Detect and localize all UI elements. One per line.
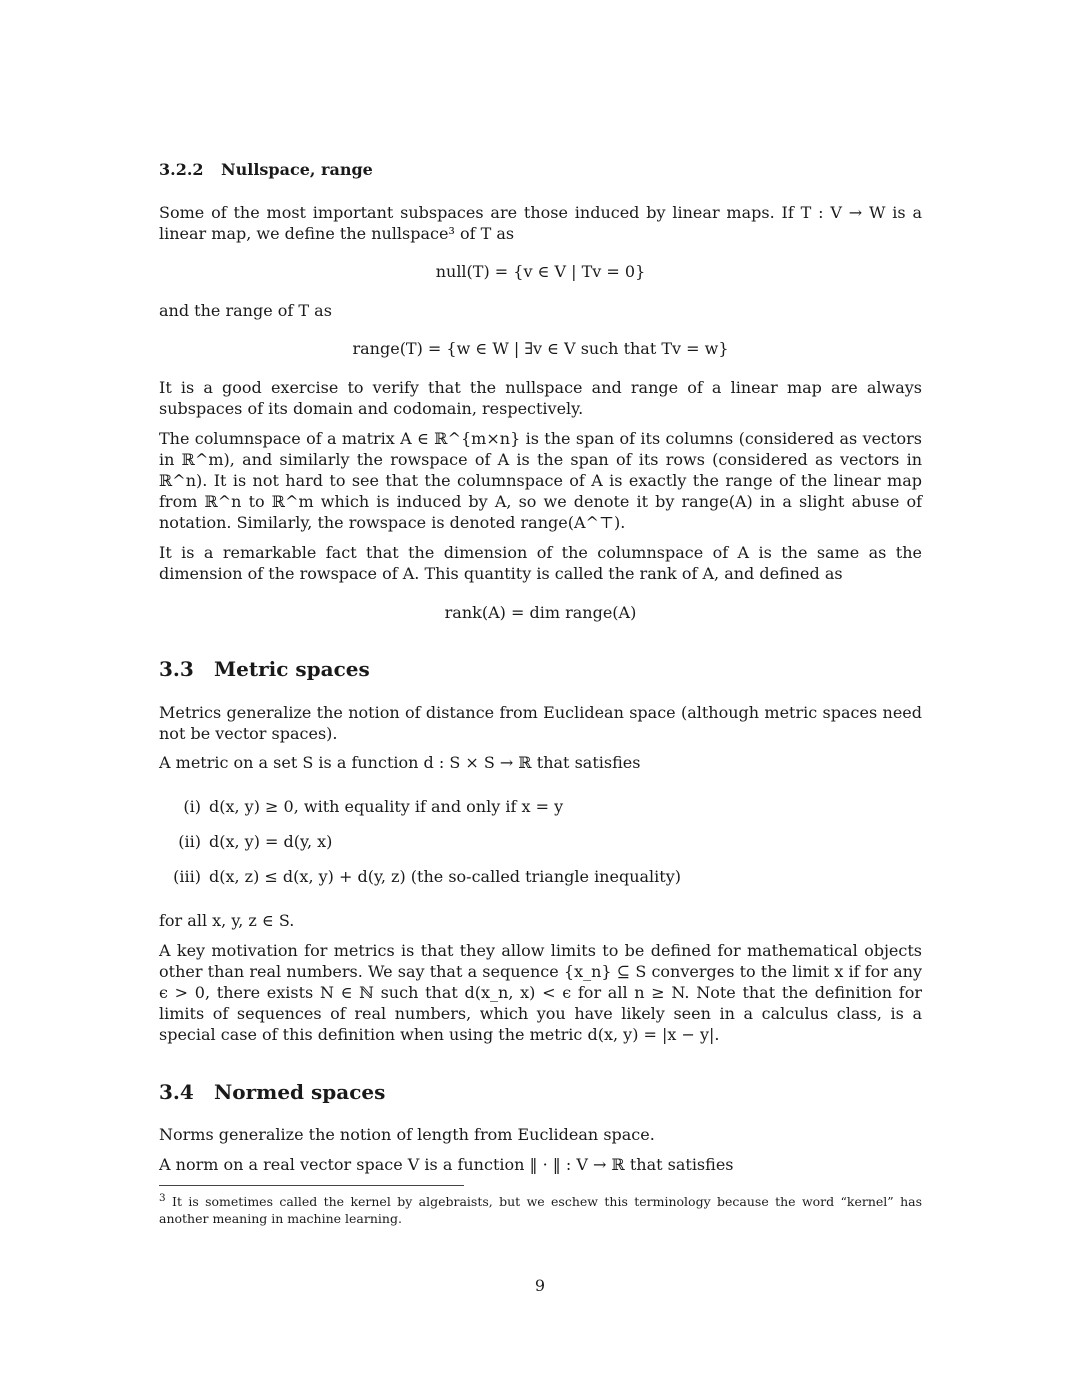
paragraph-1-text: Some of the most important subspaces are those induced by linear maps. If T : V → W is a linear map, we define the nullspace³ of T as xyxy=(159,203,922,243)
metric-axiom-item xyxy=(159,831,332,853)
paragraph-7-text: A metric on a set S is a function d : S × S → ℝ that satisfies xyxy=(159,753,641,772)
paragraph-9 xyxy=(159,940,922,1045)
subsection-title: Nullspace, range xyxy=(221,160,373,179)
paragraph-11-text: A norm on a real vector space V is a function ‖ · ‖ : V → ℝ that satisfies xyxy=(159,1155,734,1174)
section-title-metric: Metric spaces xyxy=(214,657,370,681)
item-text: d(x, y) ≥ 0, with equality if and only if x = y xyxy=(209,797,564,816)
footnote-mark: 3 xyxy=(159,1192,166,1204)
paragraph-1 xyxy=(159,202,922,244)
paragraph-10-text: Norms generalize the notion of length from Euclidean space. xyxy=(159,1125,655,1144)
paragraph-7 xyxy=(159,752,922,773)
paragraph-8 xyxy=(159,910,922,931)
section-heading-normed xyxy=(159,1080,922,1104)
item-label: (ii) xyxy=(178,832,201,851)
equation-null: null(T) = {v ∈ V | Tv = 0} xyxy=(435,262,646,281)
item-label: (i) xyxy=(183,797,201,816)
paragraph-10 xyxy=(159,1124,922,1145)
item-text: d(x, y) = d(y, x) xyxy=(209,832,333,851)
section-number-normed: 3.4 xyxy=(159,1080,194,1104)
subsection-number: 3.2.2 xyxy=(159,160,204,179)
paragraph-8-text: for all x, y, z ∈ S. xyxy=(159,911,295,930)
footnote-rule xyxy=(159,1185,464,1186)
page-number: 9 xyxy=(534,1276,546,1295)
section-number-metric: 3.3 xyxy=(159,657,194,681)
footnote-text: It is sometimes called the kernel by algebraists, but we eschew this terminology because the word “kernel” has another meaning in machine learning. xyxy=(159,1194,922,1227)
paragraph-3-text: It is a good exercise to verify that the nullspace and range of a linear map are always subspaces of its domain and codomain, respectively. xyxy=(159,378,922,418)
paragraph-5-text: It is a remarkable fact that the dimension of the columnspace of A is the same as the dimension of the rowspace of A. This quantity is called the rank of A, and defined as xyxy=(159,543,922,583)
paragraph-4 xyxy=(159,428,922,533)
section-heading-metric xyxy=(159,657,922,681)
metric-axiom-item xyxy=(159,866,681,888)
metric-axiom-item xyxy=(159,796,563,818)
item-text: d(x, z) ≤ d(x, y) + d(y, z) (the so-called triangle inequality) xyxy=(209,867,681,886)
paragraph-2 xyxy=(159,300,922,321)
equation-range: range(T) = {w ∈ W | ∃v ∈ V such that Tv = w} xyxy=(352,339,729,358)
footnote xyxy=(159,1190,922,1227)
equation-rank: rank(A) = dim range(A) xyxy=(444,603,637,622)
paragraph-2-text: and the range of T as xyxy=(159,301,332,320)
paragraph-11 xyxy=(159,1154,922,1175)
section-title-normed: Normed spaces xyxy=(214,1080,386,1104)
paragraph-5 xyxy=(159,542,922,584)
item-label: (iii) xyxy=(173,867,201,886)
paragraph-3 xyxy=(159,377,922,419)
paragraph-9-text: A key motivation for metrics is that they allow limits to be defined for mathematical objects other than real numbers. We say that a sequence {x_n} ⊆ S converges to the limit x if for any ϵ > 0, there exists N ∈ ℕ such that d(x_n, x) < ϵ for all n ≥ N. Note that the definition for limits of sequences of real numbers, which you have likely seen in a calculus class, is a special case of this definition when using the metric d(x, y) = |x − y|. xyxy=(159,941,922,1044)
subsection-heading xyxy=(159,160,922,179)
paragraph-6-text: Metrics generalize the notion of distance from Euclidean space (although metric spaces need not be vector spaces). xyxy=(159,703,922,743)
paragraph-4-text: The columnspace of a matrix A ∈ ℝ^{m×n} is the span of its columns (considered as vectors in ℝ^m), and similarly the rowspace of A is the span of its rows (considered as vectors in ℝ^n). It is not hard to see that the columnspace of A is exactly the range of the linear map from ℝ^n to ℝ^m which is induced by A, so we denote it by range(A) in a slight abuse of notation. Similarly, the rowspace is denoted range(A^⊤). xyxy=(159,429,922,532)
paragraph-6 xyxy=(159,702,922,744)
